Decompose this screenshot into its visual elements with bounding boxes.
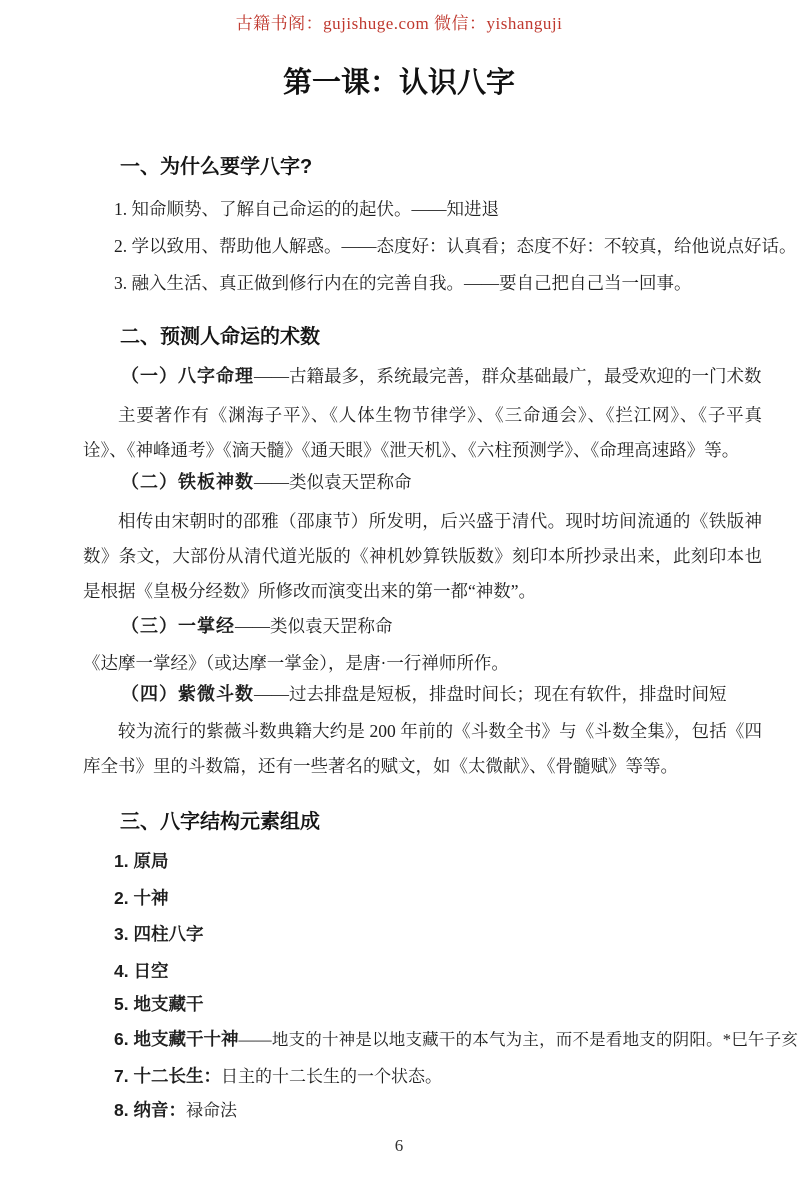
section-3-item-1 — [114, 848, 762, 873]
section-3-item-6-text: ——地支的十神是以地支藏干的本气为主，而不是看地支的阴阳。*巳午子亥 — [238, 1030, 798, 1049]
subsection-2-text: ——类似袁天罡称命 — [254, 472, 412, 492]
section-3-item-3-label: 3. 四柱八字 — [114, 924, 204, 944]
section-3-item-5 — [114, 991, 762, 1016]
section-3-item-2 — [114, 885, 762, 910]
section-3-item-4-label: 4. 日空 — [114, 961, 169, 981]
section-3-item-1-label: 1. 原局 — [114, 851, 169, 871]
section-1-item-2: 2. 学以致用、帮助他人解惑。——态度好：认真看；态度不好：不较真，给他说点好话。 — [114, 236, 797, 256]
subsection-1-heading — [121, 362, 778, 388]
section-3-item-7-text: 日主的十二长生的一个状态。 — [220, 1067, 442, 1086]
section-3-item-2-label: 2. 十神 — [114, 888, 169, 908]
subsection-3-heading — [121, 612, 778, 638]
page-title: 第一课：认识八字 — [282, 67, 515, 99]
section-3-item-4 — [114, 958, 762, 983]
section-1-item-3: 3. 融入生活、真正做到修行内在的完善自我。——要自己把自己当一回事。 — [114, 273, 692, 293]
subsection-4-heading — [121, 680, 778, 706]
section-3-heading: 三、八字结构元素组成 — [120, 811, 320, 833]
subsection-3-label: （三）一掌经 — [121, 616, 235, 636]
section-3-item-8 — [114, 1096, 762, 1122]
section-3-item-7 — [114, 1062, 762, 1088]
subsection-1-text: ——古籍最多，系统最完善，群众基础最广，最受欢迎的一门术数 — [254, 366, 762, 386]
section-1-item-1: 1. 知命顺势、了解自己命运的的起伏。——知进退 — [114, 199, 499, 219]
subsection-1-paragraph: 主要著作有《渊海子平》、《人体生物节律学》、《三命通会》、《拦江网》、《子平真诠》、《神峰通考》《滴天髓》《通天眼》《泄天机》、《六柱预测学》、《命理高速路》等。 — [83, 405, 762, 460]
subsection-2-label: （二）铁板神数 — [121, 472, 254, 492]
watermark-header: 古籍书阁：gujishuge.com 微信：yishanguji — [235, 14, 563, 33]
subsection-2-paragraph: 相传由宋朝时的邵雅（邵康节）所发明，后兴盛于清代。现时坊间流通的《铁版神数》条文，大部份从清代道光版的《神机妙算铁版数》刻印本所抄录出来，此刻印本也是根据《皇极分经数》所修改而演变出来的第一都“神数”。 — [83, 511, 762, 601]
section-3-item-6-label: 6. 地支藏干十神 — [114, 1029, 239, 1049]
subsection-4-text: ——过去排盘是短板，排盘时间长；现在有软件，排盘时间短 — [254, 684, 727, 704]
section-3-item-8-text: 禄命法 — [185, 1101, 237, 1120]
subsection-1-label: （一）八字命理 — [121, 366, 254, 386]
section-3-item-7-label: 7. 十二长生： — [114, 1066, 221, 1086]
subsection-3-text: ——类似袁天罡称命 — [235, 616, 393, 636]
section-2-heading: 二、预测人命运的术数 — [120, 326, 320, 348]
subsection-4-label: （四）紫微斗数 — [121, 684, 254, 704]
section-3-item-6 — [114, 1026, 798, 1051]
section-1-heading: 一、为什么要学八字? — [120, 156, 313, 178]
section-3-item-3 — [114, 921, 762, 946]
section-3-item-5-label: 5. 地支藏干 — [114, 994, 204, 1014]
subsection-4-paragraph: 较为流行的紫薇斗数典籍大约是 200 年前的《斗数全书》与《斗数全集》，包括《四库全书》里的斗数篇，还有一些著名的赋文，如《太微献》、《骨髓赋》等等。 — [83, 721, 762, 776]
subsection-3-paragraph: 《达摩一掌经》（或达摩一掌金），是唐·一行禅师所作。 — [83, 653, 509, 673]
section-3-item-8-label: 8. 纳音： — [114, 1100, 186, 1120]
subsection-2-heading — [121, 468, 778, 494]
page-number: 6 — [394, 1136, 404, 1155]
